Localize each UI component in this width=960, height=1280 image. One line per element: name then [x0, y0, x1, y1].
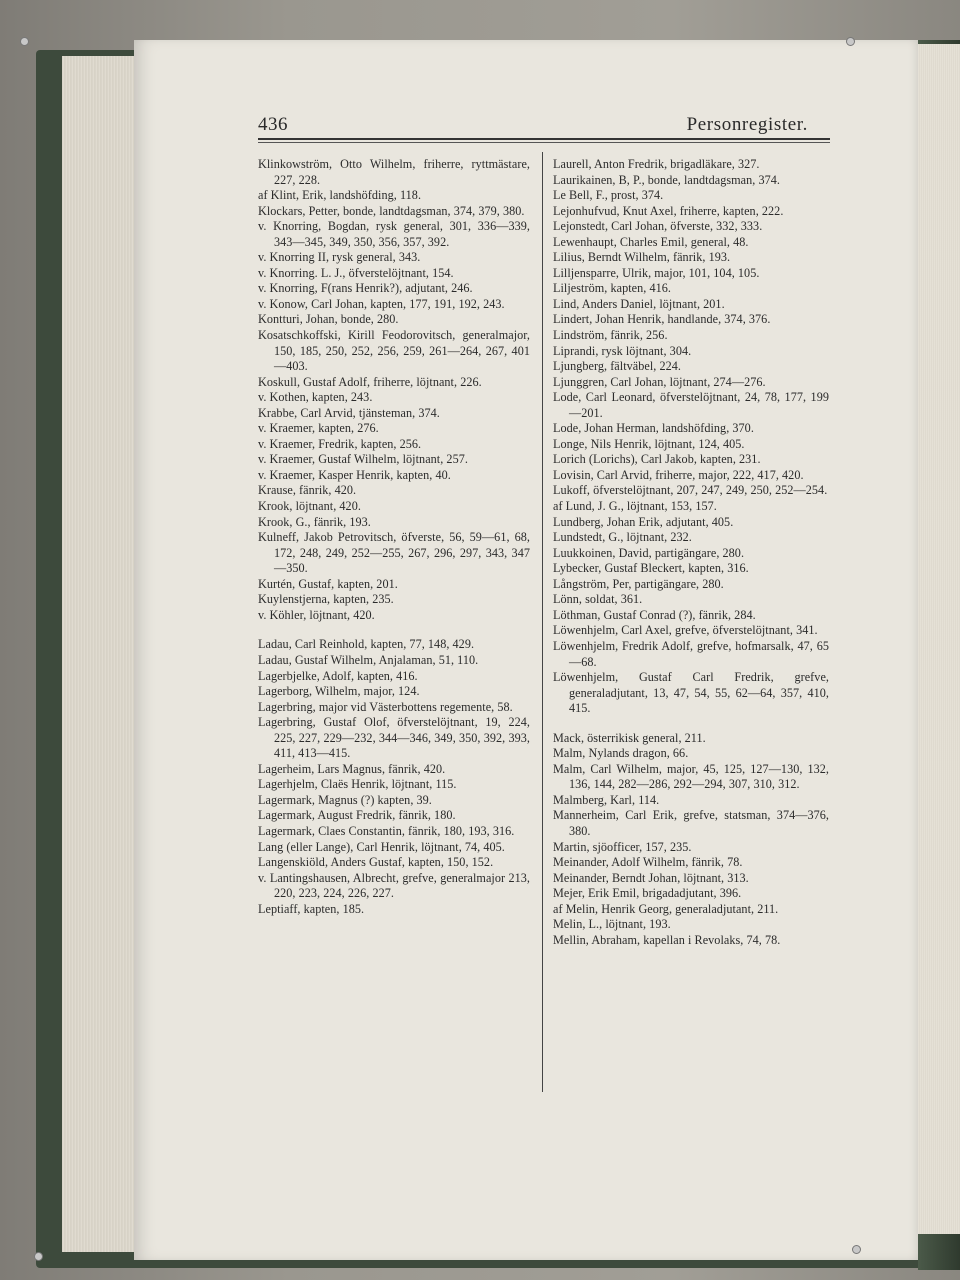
- index-entry: Lovisin, Carl Arvid, friherre, major, 222, 417, 420.: [553, 467, 804, 482]
- index-entry: af Klint, Erik, landshöfding, 118.: [258, 188, 422, 203]
- index-entry: Löwenhjelm, Carl Axel, grefve, öfverstelöjtnant, 341.: [553, 623, 818, 638]
- index-entry: Löthman, Gustaf Conrad (?), fänrik, 284.: [553, 607, 756, 622]
- index-entry: Lindert, Johan Henrik, handlande, 374, 376.: [553, 312, 771, 327]
- index-entry: Liprandi, rysk löjtnant, 304.: [553, 343, 692, 358]
- index-entry: Lagerheim, Lars Magnus, fänrik, 420.: [258, 761, 446, 776]
- index-column-right: [553, 157, 829, 948]
- index-entry: Lindström, fänrik, 256.: [553, 328, 668, 343]
- index-entry: Meinander, Adolf Wilhelm, fänrik, 78.: [553, 855, 743, 870]
- running-title: Personregister.: [686, 114, 808, 135]
- index-entry: Lagermark, Magnus (?) kapten, 39.: [258, 792, 432, 807]
- index-entry: Krabbe, Carl Arvid, tjänsteman, 374.: [258, 405, 440, 420]
- header-rule-thin: [258, 142, 830, 143]
- index-entry: Klockars, Petter, bonde, landtdagsman, 374, 379, 380.: [258, 203, 525, 218]
- index-entry: Ljungberg, fältväbel, 224.: [553, 359, 681, 374]
- index-entry: Malm, Carl Wilhelm, major, 45, 125, 127—130, 132, 136, 144, 282—286, 292—294, 307, 310, 312.: [553, 761, 829, 792]
- index-entry: af Melin, Henrik Georg, generaladjutant, 211.: [553, 901, 779, 916]
- pin-bottom-left: [34, 1252, 43, 1261]
- index-entry: Lejonstedt, Carl Johan, öfverste, 332, 333.: [553, 219, 763, 234]
- index-entry: Luukkoinen, David, partigängare, 280.: [553, 545, 745, 560]
- index-entry: Klinkowström, Otto Wilhelm, friherre, ryttmästare, 227, 228.: [258, 157, 530, 187]
- index-entry: Kosatschkoffski, Kirill Feodorovitsch, generalmajor, 150, 185, 250, 252, 256, 259, 261—264, 267, 401—403.: [258, 328, 530, 374]
- index-entry: Lagerborg, Wilhelm, major, 124.: [258, 684, 420, 699]
- index-entry: v. Kraemer, Gustaf Wilhelm, löjtnant, 257.: [258, 452, 468, 467]
- index-entry: Lagerbring, Gustaf Olof, öfverstelöjtnant, 19, 224, 225, 227, 229—232, 344—346, 349, 350, 392, 393, 411, 413—415.: [258, 715, 530, 761]
- index-entry: Lorich (Lorichs), Carl Jakob, kapten, 231.: [553, 452, 761, 467]
- index-entry: Langenskiöld, Anders Gustaf, kapten, 150, 152.: [258, 855, 494, 870]
- page-stack-edges: [62, 56, 142, 1252]
- index-entry: v. Lantingshausen, Albrecht, grefve, generalmajor 213, 220, 223, 224, 226, 227.: [258, 870, 530, 901]
- index-entry: Krook, G., fänrik, 193.: [258, 514, 371, 529]
- index-entry: Laurikainen, B, P., bonde, landtdagsman, 374.: [553, 172, 781, 187]
- pin-top-right: [846, 37, 855, 46]
- index-entry: Löwenhjelm, Fredrik Adolf, grefve, hofmarsalk, 47, 65—68.: [553, 638, 829, 669]
- index-entry: Lind, Anders Daniel, löjtnant, 201.: [553, 296, 725, 311]
- pin-bottom-right: [852, 1245, 861, 1254]
- index-entry: Kulneff, Jakob Petrovitsch, öfverste, 56, 59—61, 68, 172, 248, 249, 252—255, 267, 296, 297, 343, 347—350.: [258, 530, 530, 576]
- index-entry: Lode, Johan Herman, landshöfding, 370.: [553, 421, 754, 436]
- index-entry: Mejer, Erik Emil, brigadadjutant, 396.: [553, 886, 742, 901]
- index-entry: v. Kraemer, Kasper Henrik, kapten, 40.: [258, 467, 451, 482]
- index-entry: Lode, Carl Leonard, öfverstelöjtnant, 24, 78, 177, 199—201.: [553, 390, 829, 420]
- index-entry: Mannerheim, Carl Erik, grefve, statsman, 374—376, 380.: [553, 808, 829, 838]
- letter-section-gap: [553, 717, 829, 731]
- index-entry: Mellin, Abraham, kapellan i Revolaks, 74, 78.: [553, 932, 781, 947]
- index-entry: Le Bell, F., prost, 374.: [553, 188, 664, 203]
- facing-page-edge: [916, 44, 960, 1234]
- index-entry: Kuylenstjerna, kapten, 235.: [258, 592, 394, 607]
- index-entry: Ljunggren, Carl Johan, löjtnant, 274—276.: [553, 374, 766, 389]
- index-entry: Mack, österrikisk general, 211.: [553, 730, 706, 745]
- index-entry: Melin, L., löjtnant, 193.: [553, 917, 671, 932]
- index-entry: Lang (eller Lange), Carl Henrik, löjtnant, 74, 405.: [258, 839, 505, 854]
- index-entry: Lilius, Berndt Wilhelm, fänrik, 193.: [553, 250, 731, 265]
- index-entry: Liljeström, kapten, 416.: [553, 281, 671, 296]
- index-entry: v. Kraemer, kapten, 276.: [258, 421, 379, 436]
- header-rule-thick: [258, 138, 830, 140]
- index-entry: Lejonhufvud, Knut Axel, friherre, kapten, 222.: [553, 203, 784, 218]
- index-entry: Lilljensparre, Ulrik, major, 101, 104, 105.: [553, 265, 760, 280]
- index-entry: Lukoff, öfverstelöjtnant, 207, 247, 249, 250, 252—254.: [553, 483, 828, 498]
- index-entry: Krause, fänrik, 420.: [258, 483, 357, 498]
- index-entry: Lagerhjelm, Claës Henrik, löjtnant, 115.: [258, 777, 457, 792]
- index-entry: Kontturi, Johan, bonde, 280.: [258, 312, 399, 327]
- index-entry: Kurtén, Gustaf, kapten, 201.: [258, 576, 398, 591]
- index-entry: Lybecker, Gustaf Bleckert, kapten, 316.: [553, 561, 749, 576]
- index-entry: v. Knorring, F(rans Henrik?), adjutant, 246.: [258, 281, 473, 296]
- index-entry: Lundberg, Johan Erik, adjutant, 405.: [553, 514, 734, 529]
- index-entry: v. Kothen, kapten, 243.: [258, 390, 373, 405]
- index-entry: Koskull, Gustaf Adolf, friherre, löjtnant, 226.: [258, 374, 482, 389]
- index-entry: Lagermark, Claes Constantin, fänrik, 180, 193, 316.: [258, 823, 515, 838]
- index-entry: Krook, löjtnant, 420.: [258, 499, 361, 514]
- index-entry: v. Kraemer, Fredrik, kapten, 256.: [258, 436, 422, 451]
- index-entry: Malm, Nylands dragon, 66.: [553, 746, 689, 761]
- index-column-left: [258, 157, 530, 917]
- index-entry: Lundstedt, G., löjtnant, 232.: [553, 530, 692, 545]
- column-divider: [542, 152, 543, 1092]
- index-entry: Ladau, Gustaf Wilhelm, Anjalaman, 51, 110.: [258, 652, 479, 667]
- index-entry: v. Knorring. L. J., öfverstelöjtnant, 154.: [258, 265, 454, 280]
- index-entry: v. Köhler, löjtnant, 420.: [258, 607, 375, 622]
- index-entry: Longe, Nils Henrik, löjtnant, 124, 405.: [553, 436, 745, 451]
- index-entry: Laurell, Anton Fredrik, brigadläkare, 327.: [553, 157, 760, 171]
- index-entry: v. Knorring II, rysk general, 343.: [258, 250, 421, 265]
- index-entry: v. Konow, Carl Johan, kapten, 177, 191, 192, 243.: [258, 296, 505, 311]
- index-entry: Lönn, soldat, 361.: [553, 592, 643, 607]
- index-entry: Lagermark, August Fredrik, fänrik, 180.: [258, 808, 456, 823]
- letter-section-gap: [258, 623, 530, 637]
- index-entry: af Lund, J. G., löjtnant, 153, 157.: [553, 499, 717, 514]
- index-entry: Långström, Per, partigängare, 280.: [553, 576, 724, 591]
- index-entry: v. Knorring, Bogdan, rysk general, 301, 336—339, 343—345, 349, 350, 356, 357, 392.: [258, 219, 530, 249]
- index-entry: Lagerbjelke, Adolf, kapten, 416.: [258, 668, 418, 683]
- index-entry: Lagerbring, major vid Västerbottens regemente, 58.: [258, 699, 513, 714]
- pin-top-left: [20, 37, 29, 46]
- index-entry: Ladau, Carl Reinhold, kapten, 77, 148, 429.: [258, 637, 475, 652]
- index-entry: Martin, sjöofficer, 157, 235.: [553, 839, 692, 854]
- index-entry: Lewenhaupt, Charles Emil, general, 48.: [553, 234, 749, 249]
- page-number: 436: [258, 114, 288, 135]
- index-entry: Meinander, Berndt Johan, löjtnant, 313.: [553, 870, 749, 885]
- index-entry: Löwenhjelm, Gustaf Carl Fredrik, grefve, generaladjutant, 13, 47, 54, 55, 62—64, 357, 410, 415.: [553, 670, 829, 716]
- index-entry: Leptiaff, kapten, 185.: [258, 901, 365, 916]
- index-entry: Malmberg, Karl, 114.: [553, 792, 660, 807]
